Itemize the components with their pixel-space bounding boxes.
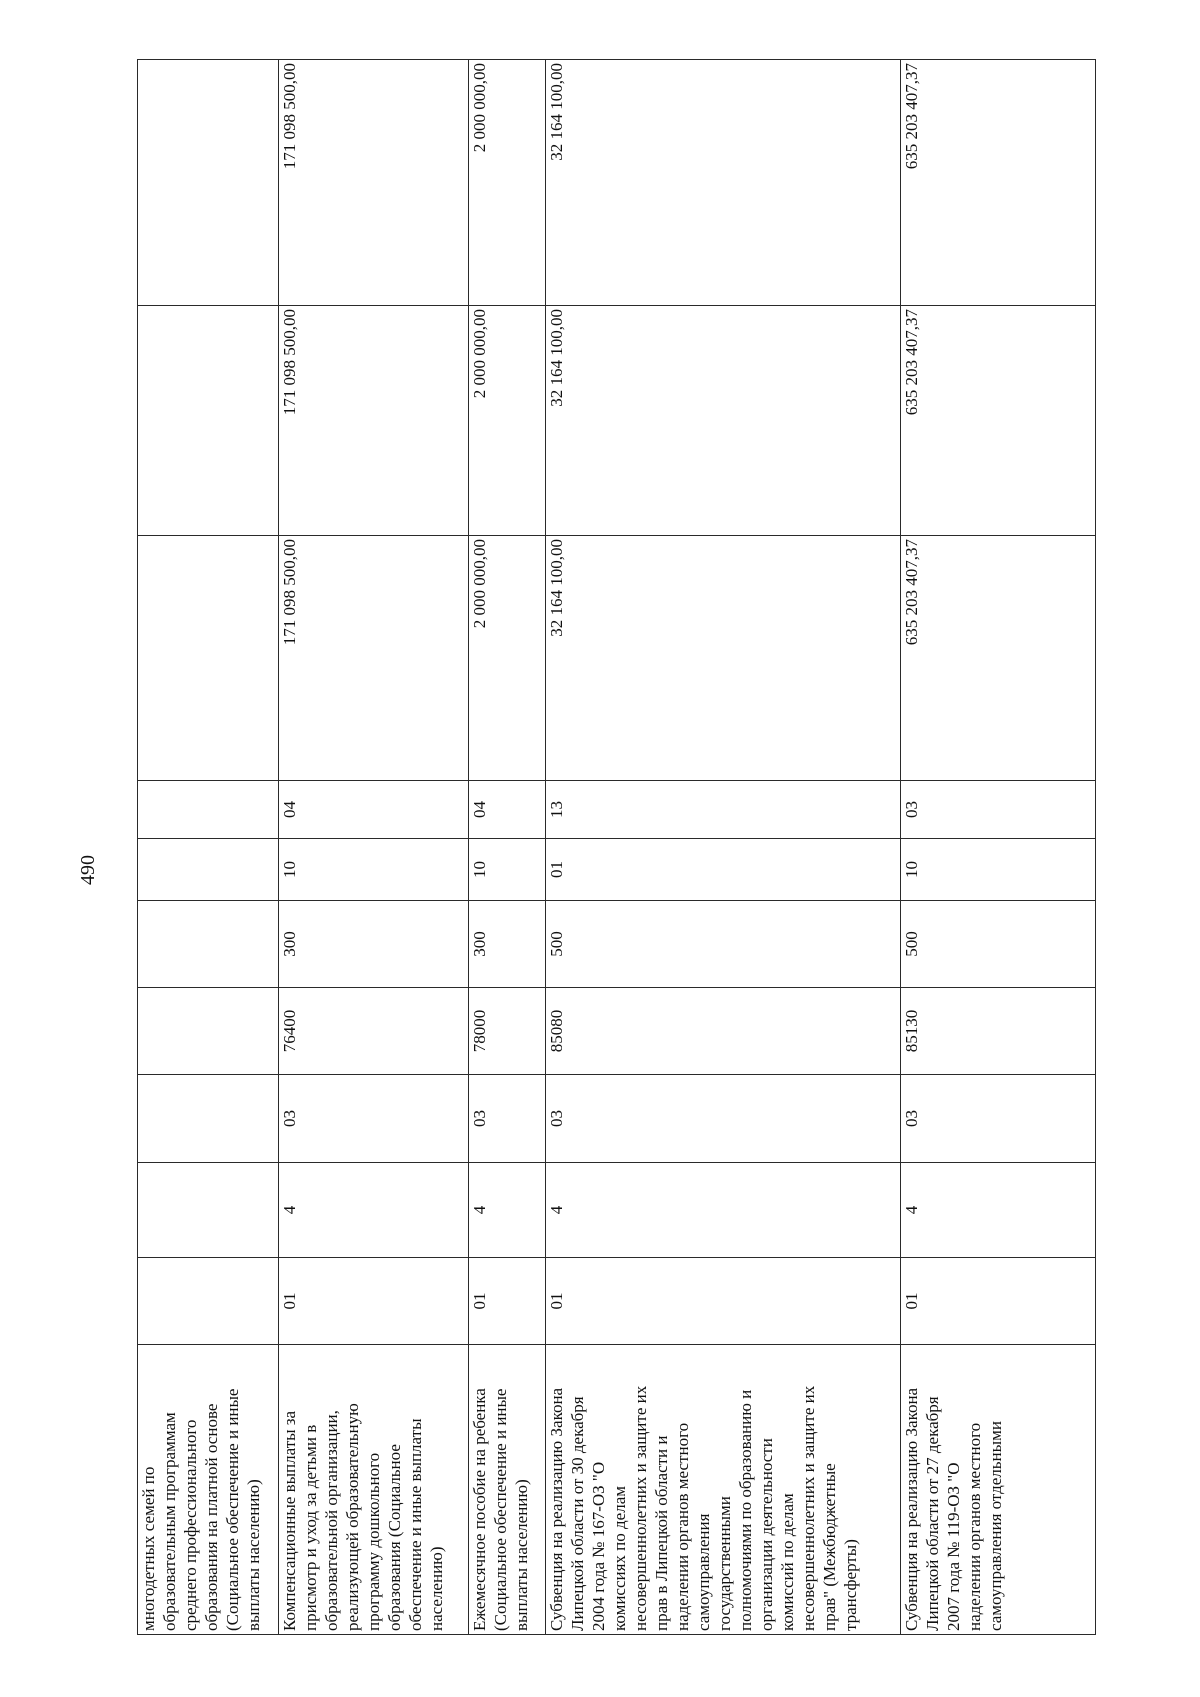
- text-line: несовершеннолетних и защите их: [631, 1385, 650, 1631]
- text-line: образовательной организации,: [322, 1410, 341, 1631]
- code-cell: [138, 839, 279, 901]
- text-line: организации деятельности: [757, 1438, 776, 1631]
- page-number: 490: [77, 855, 99, 885]
- text-line: обеспечение и иные выплаты: [406, 1418, 425, 1631]
- text-line: комиссий по делам: [778, 1493, 797, 1631]
- amount-cell: 171 098 500,00: [279, 306, 469, 536]
- code-cell: 76400: [279, 988, 469, 1075]
- amount-cell: 635 203 407,37: [901, 60, 1096, 306]
- text-line: реализующей образовательную: [343, 1403, 362, 1631]
- text-line: прав в Липецкой области и: [652, 1435, 671, 1631]
- text-line: образовательным программам: [160, 1412, 179, 1631]
- document-table-rotated: [137, 60, 1095, 1635]
- code-cell: 03: [469, 1075, 546, 1163]
- text-line: полномочиями по образованию и: [736, 1389, 755, 1631]
- text-line: присмотр и уход за детьми в: [301, 1424, 320, 1631]
- text-line: комиссиях по делам: [610, 1485, 629, 1631]
- amount-cell: 2 000 000,00: [469, 60, 546, 306]
- text-line: Компенсационные выплаты за: [280, 1410, 299, 1631]
- code-cell: 10: [469, 839, 546, 901]
- code-cell: 04: [469, 781, 546, 839]
- code-cell: 500: [901, 901, 1096, 988]
- text-line: несовершеннолетних и защите их: [799, 1385, 818, 1631]
- text-line: Липецкой области от 30 декабря: [568, 1396, 587, 1631]
- code-cell: [138, 1258, 279, 1345]
- amount-cell: 2 000 000,00: [469, 306, 546, 536]
- code-cell: 300: [469, 901, 546, 988]
- budget-table: [137, 59, 1096, 1635]
- row-description: [469, 1345, 546, 1635]
- amount-cell: 2 000 000,00: [469, 536, 546, 781]
- table-row: [279, 60, 469, 1635]
- code-cell: 10: [279, 839, 469, 901]
- text-line: выплаты населению): [244, 1479, 263, 1631]
- code-cell: 01: [469, 1258, 546, 1345]
- code-cell: [138, 988, 279, 1075]
- text-line: образования (Социальное: [385, 1444, 404, 1631]
- code-cell: 85130: [901, 988, 1096, 1075]
- code-cell: 4: [469, 1163, 546, 1258]
- code-cell: 03: [279, 1075, 469, 1163]
- text-line: (Социальное обеспечение и иные: [223, 1388, 242, 1631]
- text-line: программу дошкольного: [364, 1452, 383, 1631]
- table-row: [469, 60, 546, 1635]
- text-line: государственными: [715, 1496, 734, 1631]
- amount-cell: 635 203 407,37: [901, 306, 1096, 536]
- code-cell: 03: [546, 1075, 901, 1163]
- amount-cell: 32 164 100,00: [546, 60, 901, 306]
- text-line: населению): [427, 1546, 446, 1631]
- amount-cell: 171 098 500,00: [279, 536, 469, 781]
- code-cell: [138, 781, 279, 839]
- text-line: Ежемесячное пособие на ребенка: [470, 1388, 489, 1631]
- text-line: Субвенция на реализацию Закона: [902, 1387, 921, 1631]
- text-line: 2007 года № 119-ОЗ "О: [944, 1462, 963, 1631]
- text-line: прав" (Межбюджетные: [820, 1463, 839, 1631]
- code-cell: 01: [546, 1258, 901, 1345]
- text-line: образования на платной основе: [202, 1403, 221, 1631]
- text-line: самоуправления отдельными: [986, 1421, 1005, 1631]
- amount-cell: 635 203 407,37: [901, 536, 1096, 781]
- code-cell: 300: [279, 901, 469, 988]
- text-line: Липецкой области от 27 декабря: [923, 1396, 942, 1631]
- row-description: [279, 1345, 469, 1635]
- table-row: [138, 60, 279, 1635]
- code-cell: 01: [546, 839, 901, 901]
- code-cell: [138, 1075, 279, 1163]
- code-cell: 4: [901, 1163, 1096, 1258]
- text-line: (Социальное обеспечение и иные: [491, 1388, 510, 1631]
- text-line: Субвенция на реализацию Закона: [547, 1387, 566, 1631]
- amount-cell: 171 098 500,00: [279, 60, 469, 306]
- amount-cell: 32 164 100,00: [546, 536, 901, 781]
- code-cell: 10: [901, 839, 1096, 901]
- row-description: [546, 1345, 901, 1635]
- code-cell: 4: [279, 1163, 469, 1258]
- code-cell: 85080: [546, 988, 901, 1075]
- code-cell: 13: [546, 781, 901, 839]
- row-description: [138, 1345, 279, 1635]
- text-line: многодетных семей по: [139, 1466, 158, 1631]
- amount-cell: [138, 60, 279, 306]
- table-row: [901, 60, 1096, 1635]
- code-cell: 4: [546, 1163, 901, 1258]
- text-line: 2004 года № 167-ОЗ "О: [589, 1461, 608, 1631]
- code-cell: 04: [279, 781, 469, 839]
- code-cell: 03: [901, 781, 1096, 839]
- text-line: наделении органов местного: [673, 1422, 692, 1631]
- text-line: среднего профессионального: [181, 1419, 200, 1631]
- table-row: [546, 60, 901, 1635]
- code-cell: 03: [901, 1075, 1096, 1163]
- amount-cell: [138, 536, 279, 781]
- amount-cell: 32 164 100,00: [546, 306, 901, 536]
- text-line: самоуправления: [694, 1513, 713, 1631]
- text-line: выплаты населению): [512, 1479, 531, 1631]
- text-line: наделении органов местного: [965, 1422, 984, 1631]
- code-cell: [138, 1163, 279, 1258]
- amount-cell: [138, 306, 279, 536]
- code-cell: 01: [901, 1258, 1096, 1345]
- code-cell: 01: [279, 1258, 469, 1345]
- row-description: [901, 1345, 1096, 1635]
- text-line: трансферты): [841, 1539, 860, 1631]
- code-cell: 78000: [469, 988, 546, 1075]
- code-cell: 500: [546, 901, 901, 988]
- code-cell: [138, 901, 279, 988]
